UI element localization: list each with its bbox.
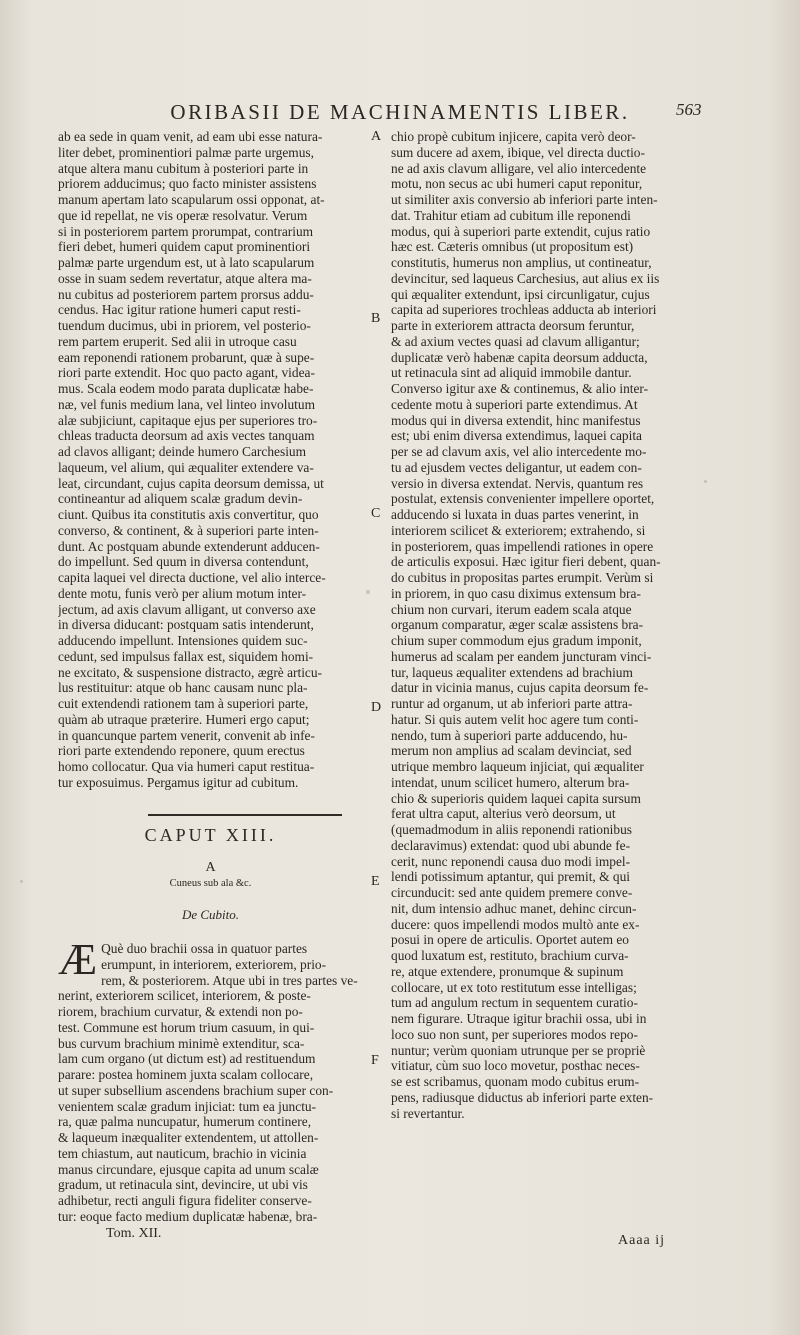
text-line: duplicatæ verò habenæ capita deorsum adducta, [391, 349, 648, 365]
text-line: merum non amplius ad scalam devinciat, sed [391, 743, 632, 759]
text-line: lendi potissimum aptantur, qui premit, & qui [391, 869, 630, 885]
text-line: tur, laqueus æqualiter extendens ad brachium [391, 664, 633, 680]
text-line: in priorem, in quo casu diximus extensum bra- [391, 585, 641, 601]
chapter-title: CAPUT XIII. [144, 825, 277, 845]
text-line: tuendum ducimus, ubi in priorem, vel posterio- [58, 318, 311, 333]
section-divider [148, 814, 342, 816]
text-line: venientem scalæ gradum injiciat: tum ea junctu- [58, 1098, 317, 1114]
text-line: rem, & posteriorem. Atque ubi in tres partes ve- [101, 972, 358, 988]
text-line: laqueum, vel alium, qui æqualiter extendere va- [58, 459, 314, 475]
text-line: do impellunt. Sed quum in diversa contendunt, [58, 554, 309, 570]
text-line: osse in suam sedem revertatur, atque altera ma- [58, 270, 312, 286]
text-line: ferat ultra caput, alterius verò deorsum, ut [391, 806, 616, 822]
text-line: adhibetur, recti anguli figura fideliter conserve- [58, 1193, 312, 1208]
drop-cap: Æ [58, 941, 98, 984]
text-line: interiorem scilicet & exteriorem; extrahendo, si [391, 522, 646, 538]
text-line: leat, circundant, cujus capita deorsum demissa, ut [58, 475, 324, 491]
text-line: tur exposuimus. Pergamus igitur ad cubitum. [58, 774, 299, 790]
text-line: nerint, exteriorem scilicet, interiorem, & poste- [58, 988, 311, 1004]
text-line: nu cubitus ad posteriorem partem prorsus addu- [58, 286, 314, 302]
text-line: hatur. Si quis autem velit hoc agere tum conti- [391, 711, 639, 727]
text-line: fieri debet, humeri quidem caput prominentiori [58, 239, 311, 255]
text-line: tum ad angulum rectum in sequentem curatio- [391, 995, 638, 1011]
text-line: nit, dum intensio adhuc manet, dehinc circun- [391, 900, 637, 916]
text-line: versio in diversa extendat. Nervis, quantum res [391, 475, 644, 491]
text-line: ut super subsellium ascendens brachium super con- [58, 1082, 334, 1098]
text-line: qui æqualiter extendunt, ipsi circunligatur, cujus [391, 286, 650, 302]
text-line: intendat, unum scilicet humero, alterum bra- [391, 774, 630, 790]
text-line: si revertantur. [391, 1105, 465, 1121]
text-line: ra, quæ palma nuncupatur, humerum continere, [58, 1114, 312, 1130]
text-line: modus qui in diversa extendit, hinc manifestus [391, 412, 641, 428]
text-line: & ad axium vectes quasi ad clavum alligantur; [391, 333, 640, 349]
text-line: vitiatur, cùm suo loco movetur, posthac neces- [391, 1058, 640, 1074]
margin-letter-e: E [371, 874, 380, 889]
text-line: ciunt. Quibus ita constitutis axis convertitur, quo [58, 507, 319, 522]
text-line: cerit, nunc reponendi causa duo modi impel- [391, 853, 631, 869]
text-line: cedente motu à superiori parte extendimus. At [391, 396, 638, 412]
chapter-body-text [58, 941, 363, 1231]
margin-letter-f: F [371, 1053, 379, 1068]
text-line: manus circundare, ejusque capita ad unum scalæ [58, 1161, 319, 1177]
text-line: chio propè cubitum injicere, capita verò deor- [391, 129, 636, 144]
text-line: test. Commune est horum trium casuum, in qui- [58, 1019, 315, 1035]
margin-letter-c: C [371, 506, 381, 521]
text-line: devincitur, sed laqueus Carchesius, aut alius ex iis [391, 270, 660, 286]
text-line: eam reponendi rationem probarunt, quæ à supe- [58, 349, 315, 365]
text-line: ut retinacula sint ad aliquid immobile dantur. [391, 365, 632, 381]
text-line: datur in vicinia manus, cujus capita deorsum fe- [391, 680, 649, 696]
text-line: nuntur; verùm quoniam utrunque per se propriè [391, 1042, 646, 1058]
text-line: jectum, ad axis clavum alligant, ut converso axe [58, 601, 316, 617]
text-line: re, atque extendere, pronumque & supinum [391, 963, 624, 979]
left-column-text [58, 129, 363, 800]
text-line: chio & superioris quidem laquei capita sursum [391, 790, 641, 806]
text-line: tu ad ejusdem vectes deligantur, ut eadem con- [391, 459, 642, 475]
text-line: riori parte extendendo reponere, quum erectus [58, 743, 305, 759]
text-line: cendus. Hac igitur ratione humeri caput resti- [58, 302, 301, 318]
text-line: contineantur ad aliquem scalæ gradum devin- [58, 491, 303, 507]
text-line: modus, qui à superiori parte extendit, cujus ratio [391, 223, 651, 239]
text-line: cedunt, sed impulsus fallax est, siquidem homi- [58, 648, 314, 664]
text-line: sum ducere ad axem, ibique, vel directa ductio- [391, 144, 645, 160]
text-line: adducendo impellunt. Intensiones quidem suc- [58, 633, 308, 648]
chapter-subtitle: De Cubito. [181, 907, 240, 922]
text-line: ne excitato, & suspensione distracto, ægrè articu- [58, 664, 323, 680]
text-line: (quemadmodum in aliis reponendi rationibus [391, 822, 632, 837]
margin-letter-d: D [371, 700, 382, 715]
tome-label: Tom. XII. [106, 1226, 162, 1241]
chapter-figure-letter: A [205, 860, 216, 875]
text-line: de articulis exposui. Hæc igitur fieri debent, quan- [391, 554, 661, 570]
text-line: postulat, extensis convenienter impellere oportet, [391, 491, 655, 507]
text-line: hæc est. Cæteris omnibus (ut propositum est) [391, 239, 634, 255]
text-line: quàm ab utraque præterire. Humeri ergo caput; [58, 711, 310, 727]
text-line: converso, & continent, & à superiori parte inten- [58, 522, 319, 538]
text-line: se est scribamus, quonam modo cubitus erum- [391, 1074, 640, 1089]
text-line: & laqueum inæqualiter extendentem, ut attollen- [58, 1130, 319, 1145]
text-line: capita laquei vel directa ductione, vel alio interce- [58, 570, 326, 585]
text-line: bus curvum brachium minimè extenditur, sca- [58, 1035, 305, 1051]
text-line: ducere: quos impellendi modos multò ante ex- [391, 916, 640, 932]
text-line: lus restituitur: atque ob hanc causam nunc pla- [58, 680, 308, 696]
text-line: dente motu, funis verò per alium motum inter- [58, 585, 307, 601]
text-line: erumpunt, in interiorem, exteriorem, prio- [101, 956, 327, 972]
text-line: palmæ parte urgendum est, ut à lato scapularum [58, 255, 315, 270]
text-line: pens, radiusque diductus ab inferiori parte exten- [391, 1089, 654, 1105]
text-line: homo collocatur. Qua via humeri caput restitua- [58, 759, 315, 774]
signature-mark: Aaaa ij [618, 1233, 666, 1248]
text-line: parte in exteriorem attracta deorsum feruntur, [391, 318, 635, 333]
text-line: chium super commodum ejus gradum imponit, [391, 633, 642, 648]
text-line: atque altera manu cubitum à posteriori parte in [58, 160, 309, 176]
text-line: capita ad superiores trochleas adducta ab interiori [391, 302, 657, 318]
text-line: lam cum organo (ut dictum est) ad restituendum [58, 1051, 316, 1067]
text-line: manum apertam lato scapularum ossi opponat, at- [58, 192, 325, 207]
text-line: ne ad axis clavum alligare, vel alio intercedente [391, 160, 647, 176]
text-line: nem figurare. Utraque igitur brachii ossa, ubi in [391, 1011, 647, 1026]
text-line: Què duo brachii ossa in quatuor partes [101, 941, 308, 956]
text-line: ad clavos alligant; deinde humero Carchesium [58, 444, 307, 459]
text-line: que id repellat, ne vis operæ resolvatur. Verum [58, 207, 308, 223]
text-line: utrique membro laqueum injiciat, qui æqualiter [391, 759, 644, 774]
text-line: gradum, ut retinacula sint, devincire, ut ubi vis [58, 1177, 308, 1193]
text-line: per se ad clavum axis, vel alio intercedente mo- [391, 444, 647, 459]
paper-speck [20, 880, 23, 883]
paper-speck [366, 590, 370, 594]
text-line: circunducit: sed ante quidem premere conve- [391, 885, 633, 900]
text-line: declaravimus) extendat: quod ubi abunde fe- [391, 837, 631, 853]
text-line: rem partem eruperit. Sed alii in utroque casu [58, 333, 297, 349]
text-line: alæ subjiciunt, capitaque ejus per superiores tro- [58, 412, 318, 428]
text-line: mus. Scala eodem modo parata duplicatæ habe- [58, 381, 314, 396]
text-line: riori parte extendit. Hoc quo pacto agant, videa- [58, 365, 315, 381]
text-line: riorem, brachium curvatur, & extendi non po- [58, 1004, 303, 1019]
text-line: constitutis, humerus non amplius, ut contineatur, [391, 255, 652, 270]
text-line: loco suo non sunt, per superiores modos repo- [391, 1026, 638, 1042]
page-number: 563 [676, 100, 702, 119]
text-line: liter debet, prominentiori palmæ parte urgemus, [58, 144, 314, 160]
text-line: humerus ad scalam per eandem juncturam vinci- [391, 648, 652, 664]
margin-letter-b: B [371, 311, 381, 326]
text-line: in quancunque partem venerit, convenit ab infe- [58, 727, 315, 743]
text-line: tur: eoque facto medium duplicatæ habenæ, bra- [58, 1208, 318, 1224]
text-line: dat. Trahitur etiam ad cubitum ille reponendi [391, 207, 631, 223]
text-line: nendo, tum à superiori parte adducendo, hu- [391, 727, 628, 743]
right-column-text [391, 129, 709, 1141]
text-line: motu, non secus ac ubi humeri caput reponitur, [391, 176, 643, 192]
chapter-figure-note: Cuneus sub ala &c. [169, 878, 252, 889]
text-line: in posteriorem, quas impellendi rationes in opere [391, 538, 654, 554]
text-line: adducendo si luxata in duas partes venerint, in [391, 507, 639, 522]
text-line: quod luxatum est, restituto, brachium curva- [391, 948, 629, 963]
text-line: posui in opere de articulis. Oportet autem eo [391, 932, 629, 948]
text-line: cuit extendendi rationem tam à superiori parte, [58, 696, 309, 711]
text-line: dunt. Ac postquam abunde extenderunt adducen- [58, 538, 320, 554]
text-line: chleas traducta deorsum ad axis vectes tanquam [58, 428, 315, 444]
text-line: est; ubi enim diversa extendimus, laquei capita [391, 428, 643, 444]
margin-letter-a: A [371, 129, 382, 144]
text-line: tem chiastum, aut nauticum, brachio in vicinia [58, 1145, 307, 1161]
text-line: runtur ad organum, ut ab inferiori parte attra- [391, 696, 633, 711]
text-line: priorem adducimus; quo facto minister assistens [58, 176, 317, 192]
text-line: in diversa diducant: postquam satis intenderunt, [58, 617, 314, 633]
text-line: ab ea sede in quam venit, ad eam ubi esse natura- [58, 129, 323, 144]
text-line: collocare, ut ex toto restitutum esse intelligas; [391, 979, 637, 995]
text-line: parare: postea hominem juxta scalam collocare, [58, 1067, 314, 1082]
text-line: chium non curvari, iterum eadem scala atque [391, 601, 632, 617]
text-line: næ, vel funis medium lana, vel linteo involutum [58, 396, 315, 412]
text-line: do cubitus in propositas partes erumpit. Verùm si [391, 570, 654, 585]
text-line: organum comparatur, æger scalæ assistens bra- [391, 617, 644, 633]
text-line: Converso igitur axe & continemus, & alio inter- [391, 381, 649, 396]
text-line: si in posteriorem partem prorumpat, contrarium [58, 223, 314, 239]
running-head: ORIBASII DE MACHINAMENTIS LIBER. [170, 100, 630, 124]
text-line: ut similiter axis conversio ab inferiori parte inten- [391, 192, 658, 207]
paper-speck [704, 480, 707, 483]
